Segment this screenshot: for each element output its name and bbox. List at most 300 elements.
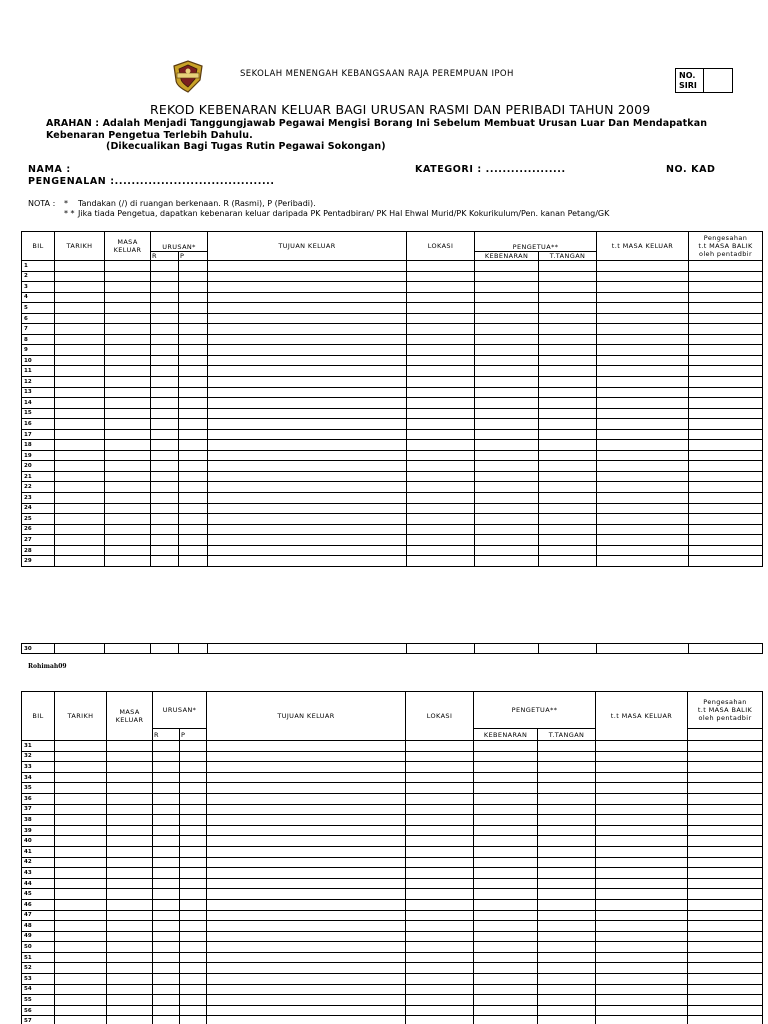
entry-cell[interactable] (179, 644, 208, 654)
entry-cell[interactable] (151, 398, 179, 409)
entry-cell[interactable] (55, 846, 107, 857)
entry-cell[interactable] (539, 398, 597, 409)
entry-cell[interactable] (539, 419, 597, 430)
entry-cell[interactable] (207, 793, 406, 804)
entry-cell[interactable] (55, 984, 107, 995)
entry-cell[interactable] (597, 514, 689, 525)
entry-cell[interactable] (151, 524, 179, 535)
entry-cell[interactable] (151, 419, 179, 430)
entry-cell[interactable] (207, 921, 406, 932)
entry-cell[interactable] (538, 952, 596, 963)
entry-cell[interactable] (180, 974, 207, 985)
entry-cell[interactable] (406, 1005, 474, 1016)
entry-cell[interactable] (208, 524, 407, 535)
entry-cell[interactable] (538, 963, 596, 974)
entry-cell[interactable] (55, 261, 105, 272)
entry-cell[interactable] (688, 815, 763, 826)
entry-cell[interactable] (180, 952, 207, 963)
entry-cell[interactable] (55, 471, 105, 482)
entry-cell[interactable] (538, 751, 596, 762)
entry-cell[interactable] (407, 503, 475, 514)
entry-cell[interactable] (539, 366, 597, 377)
entry-cell[interactable] (407, 493, 475, 504)
entry-cell[interactable] (179, 461, 208, 472)
entry-cell[interactable] (55, 366, 105, 377)
entry-cell[interactable] (539, 493, 597, 504)
entry-cell[interactable] (596, 793, 688, 804)
entry-cell[interactable] (689, 493, 763, 504)
entry-cell[interactable] (55, 324, 105, 335)
entry-cell[interactable] (151, 377, 179, 388)
entry-cell[interactable] (596, 974, 688, 985)
entry-cell[interactable] (151, 535, 179, 546)
entry-cell[interactable] (689, 271, 763, 282)
entry-cell[interactable] (597, 261, 689, 272)
entry-cell[interactable] (475, 535, 539, 546)
entry-cell[interactable] (180, 921, 207, 932)
entry-cell[interactable] (596, 825, 688, 836)
entry-cell[interactable] (407, 482, 475, 493)
entry-cell[interactable] (597, 345, 689, 356)
entry-cell[interactable] (180, 984, 207, 995)
entry-cell[interactable] (105, 471, 151, 482)
entry-cell[interactable] (55, 345, 105, 356)
entry-cell[interactable] (55, 644, 105, 654)
entry-cell[interactable] (596, 878, 688, 889)
entry-cell[interactable] (474, 836, 538, 847)
entry-cell[interactable] (55, 910, 107, 921)
entry-cell[interactable] (596, 857, 688, 868)
entry-cell[interactable] (105, 440, 151, 451)
entry-cell[interactable] (406, 751, 474, 762)
entry-cell[interactable] (475, 556, 539, 567)
entry-cell[interactable] (407, 324, 475, 335)
entry-cell[interactable] (105, 556, 151, 567)
entry-cell[interactable] (55, 825, 107, 836)
entry-cell[interactable] (180, 783, 207, 794)
entry-cell[interactable] (475, 345, 539, 356)
entry-cell[interactable] (406, 889, 474, 900)
entry-cell[interactable] (688, 931, 763, 942)
entry-cell[interactable] (153, 846, 180, 857)
entry-cell[interactable] (208, 461, 407, 472)
entry-cell[interactable] (596, 889, 688, 900)
entry-cell[interactable] (180, 846, 207, 857)
entry-cell[interactable] (407, 282, 475, 293)
entry-cell[interactable] (55, 429, 105, 440)
entry-cell[interactable] (596, 741, 688, 752)
entry-cell[interactable] (207, 995, 406, 1006)
entry-cell[interactable] (179, 450, 208, 461)
entry-cell[interactable] (208, 429, 407, 440)
entry-cell[interactable] (151, 461, 179, 472)
entry-cell[interactable] (538, 741, 596, 752)
entry-cell[interactable] (179, 482, 208, 493)
entry-cell[interactable] (207, 815, 406, 826)
entry-cell[interactable] (180, 741, 207, 752)
entry-cell[interactable] (474, 995, 538, 1006)
entry-cell[interactable] (105, 408, 151, 419)
entry-cell[interactable] (180, 868, 207, 879)
entry-cell[interactable] (407, 261, 475, 272)
entry-cell[interactable] (474, 793, 538, 804)
entry-cell[interactable] (538, 804, 596, 815)
entry-cell[interactable] (153, 783, 180, 794)
entry-cell[interactable] (597, 503, 689, 514)
entry-cell[interactable] (689, 345, 763, 356)
entry-cell[interactable] (208, 440, 407, 451)
entry-cell[interactable] (107, 793, 153, 804)
entry-cell[interactable] (153, 931, 180, 942)
entry-cell[interactable] (107, 952, 153, 963)
entry-cell[interactable] (107, 783, 153, 794)
entry-cell[interactable] (688, 1005, 763, 1016)
entry-cell[interactable] (207, 1016, 406, 1024)
entry-cell[interactable] (153, 857, 180, 868)
entry-cell[interactable] (55, 556, 105, 567)
entry-cell[interactable] (539, 261, 597, 272)
entry-cell[interactable] (179, 271, 208, 282)
entry-cell[interactable] (475, 545, 539, 556)
entry-cell[interactable] (207, 963, 406, 974)
entry-cell[interactable] (688, 878, 763, 889)
entry-cell[interactable] (207, 1005, 406, 1016)
entry-cell[interactable] (474, 846, 538, 857)
entry-cell[interactable] (539, 514, 597, 525)
entry-cell[interactable] (208, 644, 407, 654)
entry-cell[interactable] (153, 772, 180, 783)
entry-cell[interactable] (597, 334, 689, 345)
entry-cell[interactable] (597, 493, 689, 504)
entry-cell[interactable] (107, 878, 153, 889)
entry-cell[interactable] (55, 751, 107, 762)
entry-cell[interactable] (596, 910, 688, 921)
entry-cell[interactable] (105, 545, 151, 556)
entry-cell[interactable] (105, 345, 151, 356)
entry-cell[interactable] (208, 366, 407, 377)
entry-cell[interactable] (153, 815, 180, 826)
entry-cell[interactable] (180, 804, 207, 815)
entry-cell[interactable] (105, 366, 151, 377)
entry-cell[interactable] (475, 313, 539, 324)
entry-cell[interactable] (151, 355, 179, 366)
entry-cell[interactable] (597, 408, 689, 419)
entry-cell[interactable] (475, 461, 539, 472)
entry-cell[interactable] (407, 271, 475, 282)
entry-cell[interactable] (208, 377, 407, 388)
entry-cell[interactable] (596, 762, 688, 773)
entry-cell[interactable] (107, 857, 153, 868)
entry-cell[interactable] (688, 741, 763, 752)
kategori-field-label[interactable]: KATEGORI : ................... (415, 164, 566, 175)
entry-cell[interactable] (689, 366, 763, 377)
entry-cell[interactable] (180, 889, 207, 900)
entry-cell[interactable] (539, 482, 597, 493)
entry-cell[interactable] (55, 524, 105, 535)
entry-cell[interactable] (597, 644, 689, 654)
entry-cell[interactable] (153, 825, 180, 836)
entry-cell[interactable] (105, 387, 151, 398)
entry-cell[interactable] (406, 974, 474, 985)
entry-cell[interactable] (688, 762, 763, 773)
entry-cell[interactable] (688, 783, 763, 794)
entry-cell[interactable] (151, 644, 179, 654)
entry-cell[interactable] (688, 825, 763, 836)
entry-cell[interactable] (688, 889, 763, 900)
entry-cell[interactable] (689, 292, 763, 303)
entry-cell[interactable] (689, 450, 763, 461)
entry-cell[interactable] (179, 261, 208, 272)
entry-cell[interactable] (207, 783, 406, 794)
entry-cell[interactable] (207, 772, 406, 783)
entry-cell[interactable] (180, 825, 207, 836)
entry-cell[interactable] (107, 751, 153, 762)
entry-cell[interactable] (539, 429, 597, 440)
entry-cell[interactable] (689, 535, 763, 546)
entry-cell[interactable] (689, 503, 763, 514)
entry-cell[interactable] (179, 545, 208, 556)
entry-cell[interactable] (179, 556, 208, 567)
entry-cell[interactable] (208, 292, 407, 303)
entry-cell[interactable] (689, 429, 763, 440)
entry-cell[interactable] (179, 503, 208, 514)
entry-cell[interactable] (475, 261, 539, 272)
entry-cell[interactable] (153, 942, 180, 953)
entry-cell[interactable] (596, 772, 688, 783)
entry-cell[interactable] (689, 324, 763, 335)
entry-cell[interactable] (474, 963, 538, 974)
entry-cell[interactable] (207, 984, 406, 995)
entry-cell[interactable] (688, 974, 763, 985)
entry-cell[interactable] (55, 334, 105, 345)
entry-cell[interactable] (151, 450, 179, 461)
entry-cell[interactable] (407, 334, 475, 345)
entry-cell[interactable] (538, 868, 596, 879)
entry-cell[interactable] (55, 313, 105, 324)
entry-cell[interactable] (689, 282, 763, 293)
entry-cell[interactable] (689, 644, 763, 654)
entry-cell[interactable] (55, 1005, 107, 1016)
entry-cell[interactable] (597, 355, 689, 366)
entry-cell[interactable] (597, 324, 689, 335)
entry-cell[interactable] (406, 868, 474, 879)
entry-cell[interactable] (407, 429, 475, 440)
entry-cell[interactable] (538, 995, 596, 1006)
entry-cell[interactable] (597, 461, 689, 472)
entry-cell[interactable] (107, 836, 153, 847)
entry-cell[interactable] (180, 995, 207, 1006)
entry-cell[interactable] (688, 751, 763, 762)
entry-cell[interactable] (596, 963, 688, 974)
entry-cell[interactable] (475, 503, 539, 514)
entry-cell[interactable] (107, 804, 153, 815)
entry-cell[interactable] (151, 261, 179, 272)
entry-cell[interactable] (55, 793, 107, 804)
entry-cell[interactable] (153, 762, 180, 773)
entry-cell[interactable] (688, 984, 763, 995)
entry-cell[interactable] (105, 282, 151, 293)
entry-cell[interactable] (55, 377, 105, 388)
entry-cell[interactable] (407, 450, 475, 461)
entry-cell[interactable] (688, 868, 763, 879)
entry-cell[interactable] (151, 303, 179, 314)
entry-cell[interactable] (207, 942, 406, 953)
entry-cell[interactable] (688, 857, 763, 868)
entry-cell[interactable] (475, 482, 539, 493)
entry-cell[interactable] (107, 815, 153, 826)
entry-cell[interactable] (596, 952, 688, 963)
entry-cell[interactable] (107, 741, 153, 752)
entry-cell[interactable] (105, 644, 151, 654)
entry-cell[interactable] (153, 878, 180, 889)
entry-cell[interactable] (179, 345, 208, 356)
entry-cell[interactable] (538, 836, 596, 847)
entry-cell[interactable] (105, 429, 151, 440)
entry-cell[interactable] (153, 984, 180, 995)
pengenalan-field-label[interactable]: PENGENALAN :...................................... (28, 176, 275, 187)
entry-cell[interactable] (151, 408, 179, 419)
entry-cell[interactable] (539, 440, 597, 451)
entry-cell[interactable] (474, 857, 538, 868)
entry-cell[interactable] (538, 910, 596, 921)
entry-cell[interactable] (407, 644, 475, 654)
entry-cell[interactable] (597, 545, 689, 556)
entry-cell[interactable] (151, 292, 179, 303)
entry-cell[interactable] (596, 899, 688, 910)
entry-cell[interactable] (688, 963, 763, 974)
entry-cell[interactable] (208, 482, 407, 493)
entry-cell[interactable] (474, 815, 538, 826)
entry-cell[interactable] (107, 921, 153, 932)
entry-cell[interactable] (475, 419, 539, 430)
entry-cell[interactable] (180, 1005, 207, 1016)
entry-cell[interactable] (55, 482, 105, 493)
entry-cell[interactable] (538, 772, 596, 783)
entry-cell[interactable] (407, 419, 475, 430)
entry-cell[interactable] (153, 899, 180, 910)
entry-cell[interactable] (538, 762, 596, 773)
entry-cell[interactable] (475, 334, 539, 345)
entry-cell[interactable] (689, 377, 763, 388)
entry-cell[interactable] (151, 334, 179, 345)
entry-cell[interactable] (597, 271, 689, 282)
entry-cell[interactable] (475, 514, 539, 525)
entry-cell[interactable] (475, 429, 539, 440)
entry-cell[interactable] (179, 313, 208, 324)
entry-cell[interactable] (596, 1005, 688, 1016)
entry-cell[interactable] (407, 366, 475, 377)
entry-cell[interactable] (180, 910, 207, 921)
entry-cell[interactable] (179, 303, 208, 314)
entry-cell[interactable] (180, 772, 207, 783)
entry-cell[interactable] (105, 261, 151, 272)
entry-cell[interactable] (407, 461, 475, 472)
entry-cell[interactable] (596, 868, 688, 879)
entry-cell[interactable] (597, 450, 689, 461)
entry-cell[interactable] (407, 408, 475, 419)
entry-cell[interactable] (208, 503, 407, 514)
entry-cell[interactable] (407, 303, 475, 314)
entry-cell[interactable] (55, 868, 107, 879)
entry-cell[interactable] (407, 471, 475, 482)
entry-cell[interactable] (105, 461, 151, 472)
entry-cell[interactable] (151, 545, 179, 556)
entry-cell[interactable] (179, 429, 208, 440)
entry-cell[interactable] (406, 1016, 474, 1024)
entry-cell[interactable] (475, 471, 539, 482)
entry-cell[interactable] (151, 282, 179, 293)
entry-cell[interactable] (539, 503, 597, 514)
entry-cell[interactable] (151, 429, 179, 440)
entry-cell[interactable] (689, 524, 763, 535)
entry-cell[interactable] (538, 846, 596, 857)
entry-cell[interactable] (105, 450, 151, 461)
entry-cell[interactable] (407, 556, 475, 567)
entry-cell[interactable] (55, 535, 105, 546)
entry-cell[interactable] (475, 366, 539, 377)
entry-cell[interactable] (689, 471, 763, 482)
entry-cell[interactable] (406, 942, 474, 953)
entry-cell[interactable] (151, 493, 179, 504)
entry-cell[interactable] (153, 910, 180, 921)
entry-cell[interactable] (406, 741, 474, 752)
entry-cell[interactable] (597, 440, 689, 451)
entry-cell[interactable] (151, 387, 179, 398)
entry-cell[interactable] (55, 408, 105, 419)
entry-cell[interactable] (474, 952, 538, 963)
entry-cell[interactable] (179, 524, 208, 535)
entry-cell[interactable] (688, 942, 763, 953)
entry-cell[interactable] (474, 783, 538, 794)
entry-cell[interactable] (407, 292, 475, 303)
entry-cell[interactable] (207, 825, 406, 836)
entry-cell[interactable] (105, 514, 151, 525)
entry-cell[interactable] (596, 995, 688, 1006)
entry-cell[interactable] (596, 931, 688, 942)
entry-cell[interactable] (539, 271, 597, 282)
entry-cell[interactable] (474, 741, 538, 752)
entry-cell[interactable] (689, 303, 763, 314)
entry-cell[interactable] (151, 440, 179, 451)
entry-cell[interactable] (179, 387, 208, 398)
entry-cell[interactable] (406, 836, 474, 847)
entry-cell[interactable] (179, 408, 208, 419)
entry-cell[interactable] (688, 846, 763, 857)
no-kad-field-label[interactable]: NO. KAD (666, 164, 716, 175)
entry-cell[interactable] (406, 952, 474, 963)
entry-cell[interactable] (208, 303, 407, 314)
entry-cell[interactable] (474, 1005, 538, 1016)
entry-cell[interactable] (539, 303, 597, 314)
entry-cell[interactable] (538, 921, 596, 932)
entry-cell[interactable] (105, 535, 151, 546)
entry-cell[interactable] (407, 514, 475, 525)
entry-cell[interactable] (105, 419, 151, 430)
entry-cell[interactable] (151, 313, 179, 324)
entry-cell[interactable] (55, 387, 105, 398)
entry-cell[interactable] (180, 1016, 207, 1024)
entry-cell[interactable] (538, 942, 596, 953)
entry-cell[interactable] (597, 303, 689, 314)
entry-cell[interactable] (474, 974, 538, 985)
entry-cell[interactable] (208, 535, 407, 546)
entry-cell[interactable] (207, 910, 406, 921)
entry-cell[interactable] (597, 429, 689, 440)
entry-cell[interactable] (474, 921, 538, 932)
entry-cell[interactable] (179, 398, 208, 409)
entry-cell[interactable] (689, 387, 763, 398)
entry-cell[interactable] (179, 334, 208, 345)
